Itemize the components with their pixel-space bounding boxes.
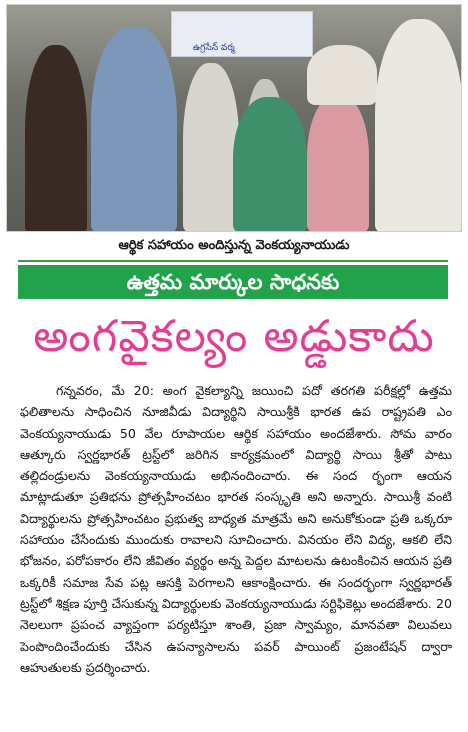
banner-text: ఉగ్రసేన్ వర్మ	[193, 43, 235, 53]
news-photo	[6, 4, 462, 232]
article-body: గన్నవరం, మే 20: అంగ వైకల్యాన్ని జయించి పదో తరగతి పరీక్షల్లో ఉత్తమ ఫలితాలను సాధించిన నూజివీడు విద్యార్థిని సాయిశ్రీకి భారత ఉప రాష్ట్రపతి ఎం వెంకయ్యనాయుడు 50 వేల రూపాయల ఆర్థిక సహాయం అందజేశారు. సోమ వారం ఆత్కూరు స్వర్ణభారత్ ట్రస్ట్‌లో జరిగిన కార్యక్రమంలో విద్యార్థి సాయి శ్రీతో పాటు తల్లిదండ్రులను వెంకయ్యనాయుడు అభినందించారు. ఈ సంద ర్భంగా ఆయన మాట్లాడుతూ ప్రతిభను ప్రోత్సహించటం భారత సంస్కృతి అని అన్నారు. సాయిశ్రీ వంటి విద్యార్థులను ప్రోత్సహించటం ప్రభుత్వ బాధ్యత మాత్రమే అని అనుకోకుండా ప్రతి ఒక్కరూ సహాయం చేసేందుకు ముందుకు రావాలని సూచించారు. వినయం లేని విద్య, ఆకలి లేని భోజనం, పరోపకారం లేని జీవితం వ్యర్థం అన్న పెద్దల మాటలను ఉటంకించిన ఆయన ప్రతి ఒక్కరికీ సమాజ సేవ పట్ల ఆసక్తి పెరగాలని ఆకాంక్షించారు. ఈ సందర్భంగా స్వర్ణభారత్ ట్రస్ట్‌లో శిక్షణ పూర్తి చేసుకున్న విద్యార్థులకు వెంకయ్యనాయుడు సర్టిఫికెట్లు అందజేశారు. 20 నెలలుగా ప్రపంచ వ్యాప్తంగా పర్యటిస్తూ శాంతి, ప్రజా స్వామ్యం, మానవతా విలువలు పెంపొందించేందుకు చేసిన ఉపన్యాసాలను పవర్ పాయింట్ ప్రజంటేషన్ ద్వారా ఆహుతులకు ప్రదర్శించారు.	[20, 383, 452, 675]
person-woman-green	[233, 97, 307, 232]
person-man-white-1	[307, 45, 377, 105]
person-child	[307, 95, 369, 232]
divider-line	[18, 260, 448, 262]
person-man-glasses	[183, 63, 239, 232]
person-girl-left	[25, 45, 87, 232]
person-man-white-2	[375, 19, 462, 232]
kicker-headline: ఉత్తమ మార్కుల సాధనకు	[18, 265, 448, 299]
main-headline: అంగవైకల్యం అడ్డుకాదు	[33, 311, 435, 362]
person-young-man	[91, 27, 177, 232]
photo-caption: ఆర్థిక సహాయం అందిస్తున్న వెంకయ్యనాయుడు	[118, 238, 350, 253]
